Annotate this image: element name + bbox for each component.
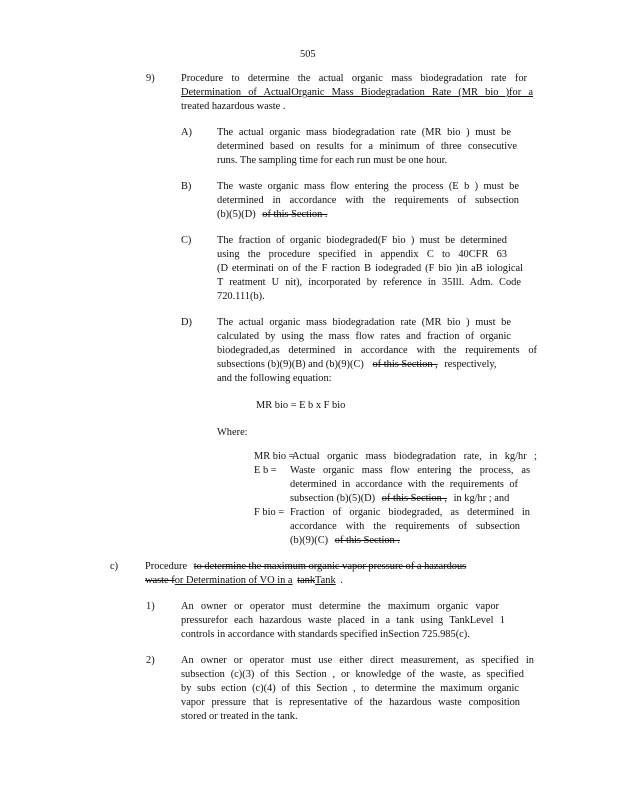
item-c-line-1-prefix: Procedure <box>145 561 188 572</box>
item-c-line-2-struck-a: waste f <box>145 575 175 586</box>
item-A-line-2: determined based on results for a minimum of three consecutive <box>217 141 517 152</box>
item-B-line-2: determined in accordance with the requirements of subsection <box>217 195 519 206</box>
item-c-label: c) <box>110 561 119 572</box>
def-mr-term: MR bio = <box>254 451 295 462</box>
item-C-line-4: T reatment U nit), incorporated by reference in 35Ill. Adm. Code <box>217 277 521 288</box>
item-9-label: 9) <box>146 73 155 84</box>
def-eb-desc-3-text: subsection (b)(5)(D) <box>290 493 376 504</box>
item-9-line-2: Determination of ActualOrganic Mass Biodegradation Rate (MR bio )for a <box>181 87 533 98</box>
def-fbio-desc-3 <box>290 534 400 548</box>
def-fbio-desc-3-text: (b)(9)(C) <box>290 535 329 546</box>
def-eb-desc-3 <box>290 492 509 506</box>
def-fbio-desc-2: accordance with the requirements of subsection <box>290 521 520 532</box>
item-D-line-5: and the following equation: <box>217 373 332 384</box>
item-c1-label: 1) <box>146 601 155 612</box>
def-fbio-term: F bio = <box>254 507 285 518</box>
item-c1-line-2: pressurefor each hazardous waste placed in a tank using TankLevel 1 <box>181 615 505 626</box>
def-mr-desc: Actual organic mass biodegradation rate, in kg/hr ; <box>292 451 537 462</box>
item-D-line-4-tail: respectively, <box>444 359 497 370</box>
def-fbio-desc-1: Fraction of organic biodegraded, as determined in <box>290 507 530 518</box>
item-B-line-3 <box>217 208 328 222</box>
item-c-line-2 <box>145 574 343 588</box>
def-eb-desc-3-tail: in kg/hr ; and <box>453 493 510 504</box>
def-fbio-desc-3-struck: of this Section . <box>334 535 400 546</box>
def-eb-desc-1: Waste organic mass flow entering the process, as <box>290 465 530 476</box>
item-c-line-2-struck-b: tank <box>297 575 316 586</box>
item-D-line-3: biodegraded,as determined in accordance with the requirements of <box>217 345 537 356</box>
item-A-line-3: runs. The sampling time for each run must be one hour. <box>217 155 448 166</box>
item-B-line-3-struck: of this Section . <box>262 209 328 220</box>
item-C-line-1: The fraction of organic biodegraded(F bio ) must be determined <box>217 235 507 246</box>
item-c2-line-5: stored or treated in the tank. <box>181 711 298 722</box>
item-c2-label: 2) <box>146 655 155 666</box>
item-C-label: C) <box>181 235 192 246</box>
item-C-line-2: using the procedure specified in appendix C to 40CFR 63 <box>217 249 507 260</box>
item-D-line-2: calculated by using the mass flow rates and fraction of organic <box>217 331 511 342</box>
item-9-line-3: treated hazardous waste . <box>181 101 286 112</box>
item-D-line-4-text: subsections (b)(9)(B) and (b)(9)(C) <box>217 359 364 370</box>
item-C-line-5: 720.111(b). <box>217 291 265 302</box>
item-c-line-2-underlined-b: Tank <box>315 575 336 586</box>
item-c2-line-2: subsection (c)(3) of this Section , or knowledge of the waste, as specified <box>181 669 524 680</box>
item-D-line-4 <box>217 358 496 372</box>
where-label: Where: <box>217 427 248 438</box>
item-C-line-3: (D eterminati on of the F raction B iodegraded (F bio )in aB iological <box>217 263 523 274</box>
item-B-label: B) <box>181 181 192 192</box>
item-B-line-3-text: (b)(5)(D) <box>217 209 256 220</box>
item-c-line-2-tail: . <box>340 575 343 586</box>
item-D-line-1: The actual organic mass biodegradation rate (MR bio ) must be <box>217 317 511 328</box>
biodegradation-equation: MR bio = E b x F bio <box>256 400 346 411</box>
item-9-line-1: Procedure to determine the actual organic mass biodegradation rate for <box>181 73 527 84</box>
item-D-line-4-struck: of this Section , <box>372 359 438 370</box>
item-c1-line-3: controls in accordance with standards specified inSection 725.985(c). <box>181 629 470 640</box>
item-c-line-2-underlined: or Determination of VO in a <box>174 575 293 586</box>
item-c-line-1 <box>145 560 466 574</box>
page-number: 505 <box>300 49 316 60</box>
item-c1-line-1: An owner or operator must determine the maximum organic vapor <box>181 601 499 612</box>
def-eb-term: E b = <box>254 465 277 476</box>
item-c-line-1-struck: to determine the maximum organic vapor pressure of a hazardous <box>193 561 467 572</box>
item-D-label: D) <box>181 317 192 328</box>
item-c2-line-4: vapor pressure that is representative of the hazardous waste composition <box>181 697 520 708</box>
item-A-line-1: The actual organic mass biodegradation rate (MR bio ) must be <box>217 127 511 138</box>
item-c2-line-1: An owner or operator must use either direct measurement, as specified in <box>181 655 534 666</box>
def-eb-desc-3-struck: of this Section , <box>381 493 447 504</box>
item-B-line-1: The waste organic mass flow entering the process (E b ) must be <box>217 181 519 192</box>
item-c2-line-3: by subs ection (c)(4) of this Section , to determine the maximum organic <box>181 683 519 694</box>
item-A-label: A) <box>181 127 192 138</box>
def-eb-desc-2: determined in accordance with the requirements of <box>290 479 518 490</box>
